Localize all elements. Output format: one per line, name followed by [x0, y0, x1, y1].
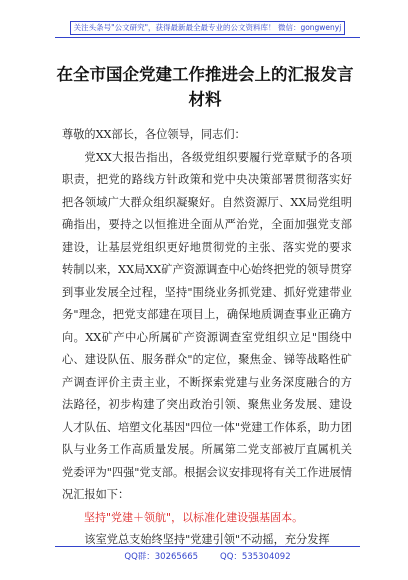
footer-divider: [55, 546, 360, 547]
title-line-1: 在全市国企党建工作推进会上的汇报发言: [56, 65, 354, 84]
section-heading: 坚持"党建＋领航"，以标准化建设强基固本。: [84, 510, 304, 524]
body-paragraph: 党XX大报告指出，各级党组织要履行党章赋予的各项职责，把党的路线方针政策和党中央决策部署贯彻落实好把各领域广大群众组织凝聚好。自然资源厅、XX局党组明确指出，要持之以恒推进全面从严治党，全面加强党支部建设，让基层党组织更好地贯彻党的主张、落实党的要求转制以来，XX局XX矿产资源调查中心始终把党的领导贯穿到事业发展全过程，坚持"围绕业务抓党建、抓好党建带业务"理念，把党支部建在项目上，确保地质调查事业正确方向。XX矿产中心所属矿产资源调查室党组织立足"围绕中心、建设队伍、服务群众"的定位，聚焦金、锑等战略性矿产调查评价主责主业，不断探索党建与业务深度融合的方法路径，初步构建了突出政治引领、聚焦业务发展、建设人才队伍、培塑文化基因"四位一体"党建工作体系，助力团队与业务工作高质量发展。所属第二党支部被厅直属机关党委评为"四强"党支部。根据会议安排现将有关工作进展情况汇报如下：: [62, 150, 352, 501]
footer-qq-group: QQ群：30265665: [124, 552, 199, 562]
header-divider: [55, 37, 360, 38]
footer-qq: QQ：535304092: [220, 552, 291, 562]
body-paragraph: 该室党总支始终坚持"党建引领"不动摇，充分发挥: [84, 533, 330, 546]
header-banner: 关注头条号"公文研究"，获得最新最全最专业的公文资料库！ 微信：gongwenyj: [70, 21, 345, 35]
document-body: [62, 124, 352, 552]
footer: [55, 551, 360, 563]
title-line-2: 材料: [188, 90, 222, 109]
salutation: 尊敬的XX部长，各位领导，同志们：: [62, 128, 246, 141]
document-title: [40, 62, 370, 112]
